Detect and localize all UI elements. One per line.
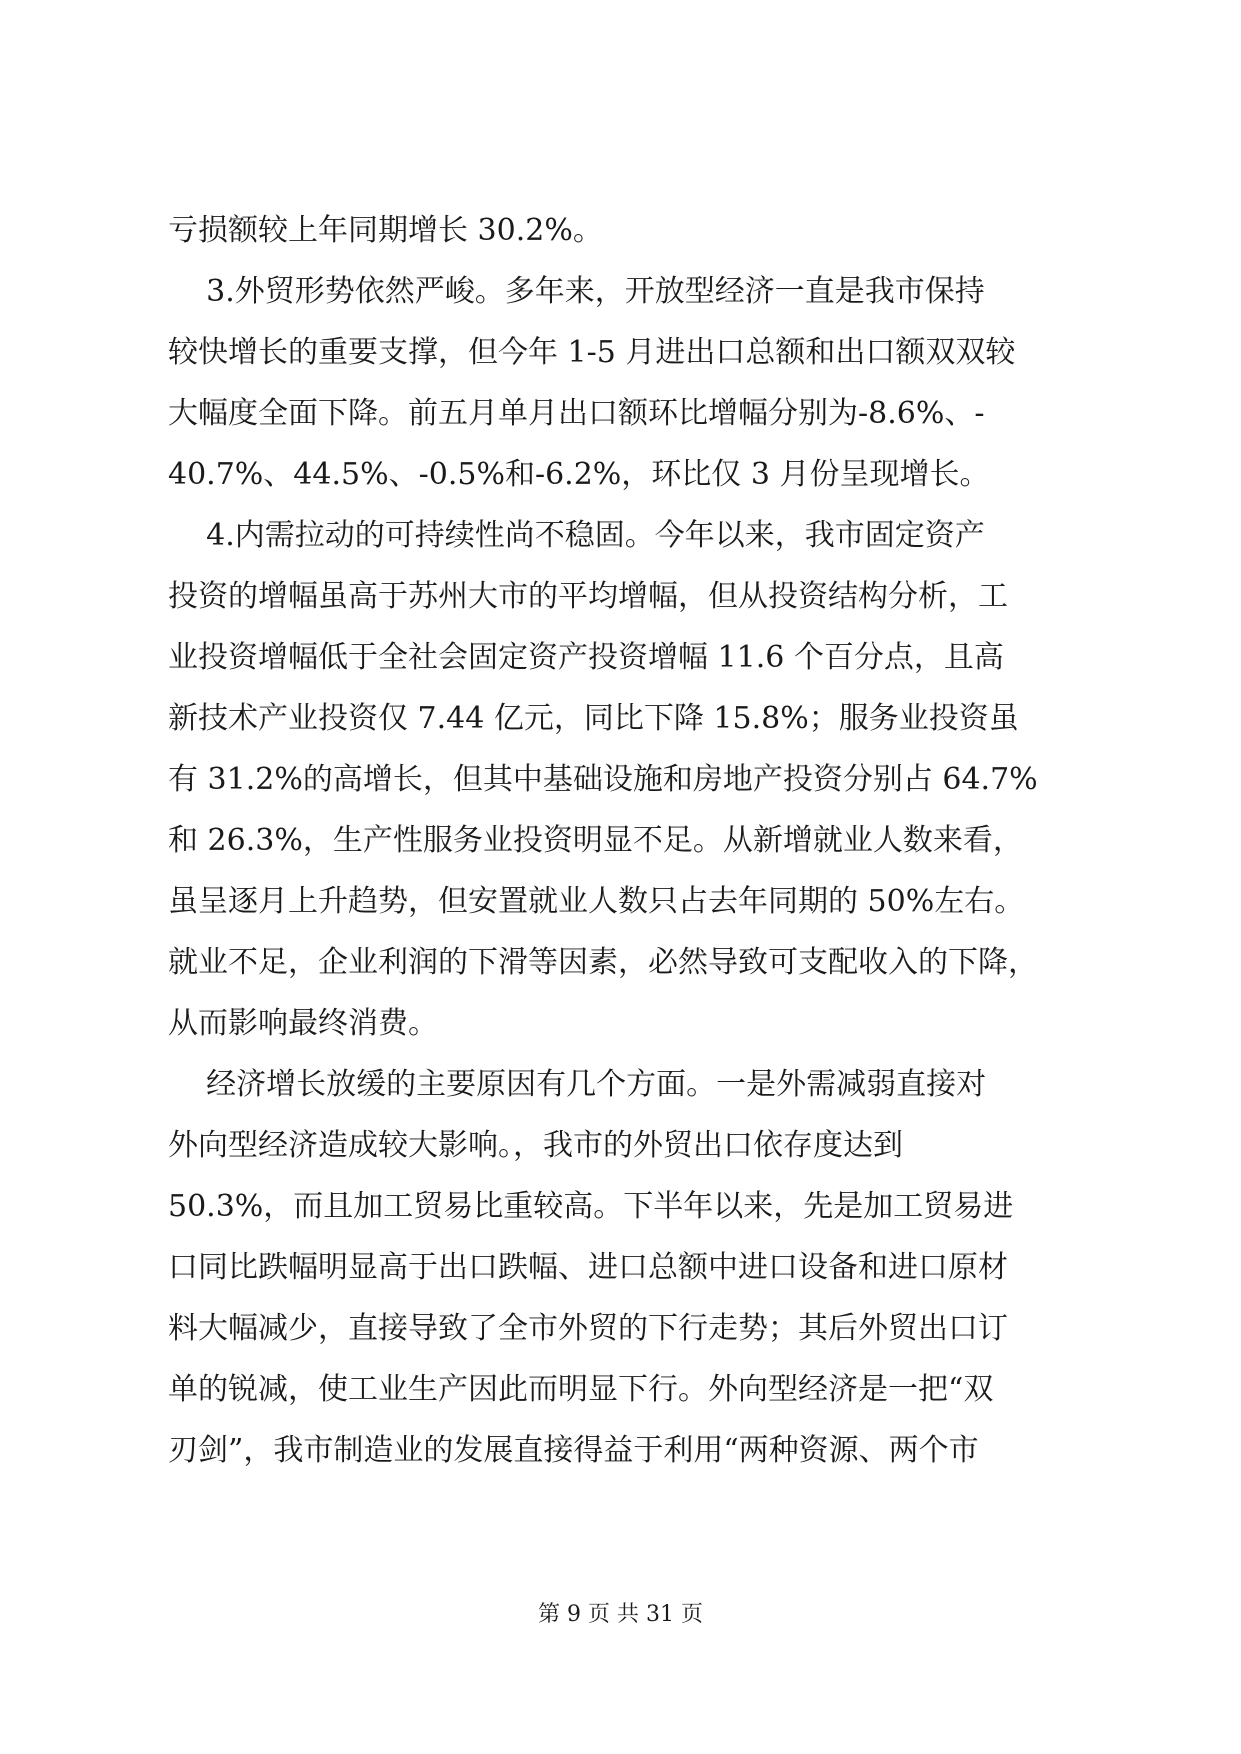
text-line: 料大幅减少，直接导致了全市外贸的下行走势；其后外贸出口订: [168, 1311, 1008, 1346]
text-line: 40.7%、44.5%、-0.5%和-6.2%，环比仅 3 月份呈现增长。: [168, 457, 990, 492]
text-line: 口同比跌幅明显高于出口跌幅、进口总额中进口设备和进口原材: [168, 1250, 1008, 1285]
text-line: 和 26.3%，生产性服务业投资明显不足。从新增就业人数来看，: [168, 823, 1023, 858]
page-footer: [0, 1597, 1241, 1628]
text-line: 业投资增幅低于全社会固定资产投资增幅 11.6 个百分点，且高: [168, 640, 1004, 675]
text-line: 单的锐减，使工业生产因此而明显下行。外向型经济是一把“双: [168, 1372, 994, 1407]
text-line: 4.内需拉动的可持续性尚不稳固。今年以来，我市固定资产: [168, 518, 985, 553]
text-line: 大幅度全面下降。前五月单月出口额环比增幅分别为-8.6%、-: [168, 396, 985, 431]
text-line: 投资的增幅虽高于苏州大市的平均增幅，但从投资结构分析，工: [168, 579, 1008, 614]
text-line: 刃剑”，我市制造业的发展直接得益于利用“两种资源、两个市: [168, 1433, 979, 1468]
text-line: 50.3%，而且加工贸易比重较高。下半年以来，先是加工贸易进: [168, 1189, 1014, 1224]
text-line: 从而影响最终消费。: [168, 1006, 438, 1041]
body-text: [168, 200, 1088, 1481]
text-line: 就业不足，企业利润的下滑等因素，必然导致可支配收入的下降，: [168, 945, 1038, 980]
text-line: 3.外贸形势依然严峻。多年来，开放型经济一直是我市保持: [168, 274, 985, 309]
text-line: 外向型经济造成较大影响。，我市的外贸出口依存度达到: [168, 1128, 903, 1163]
text-line: 新技术产业投资仅 7.44 亿元，同比下降 15.8%；服务业投资虽: [168, 701, 1019, 736]
text-line: 较快增长的重要支撑，但今年 1-5 月进出口总额和出口额双双较: [168, 335, 1016, 370]
page-number: 第 9 页 共 31 页: [538, 1602, 703, 1627]
text-line: 有 31.2%的高增长，但其中基础设施和房地产投资分别占 64.7%: [168, 762, 1038, 797]
text-line: 经济增长放缓的主要原因有几个方面。一是外需减弱直接对: [168, 1067, 987, 1102]
text-line: 虽呈逐月上升趋势，但安置就业人数只占去年同期的 50%左右。: [168, 884, 1025, 919]
text-line: 亏损额较上年同期增长 30.2%。: [168, 213, 603, 248]
